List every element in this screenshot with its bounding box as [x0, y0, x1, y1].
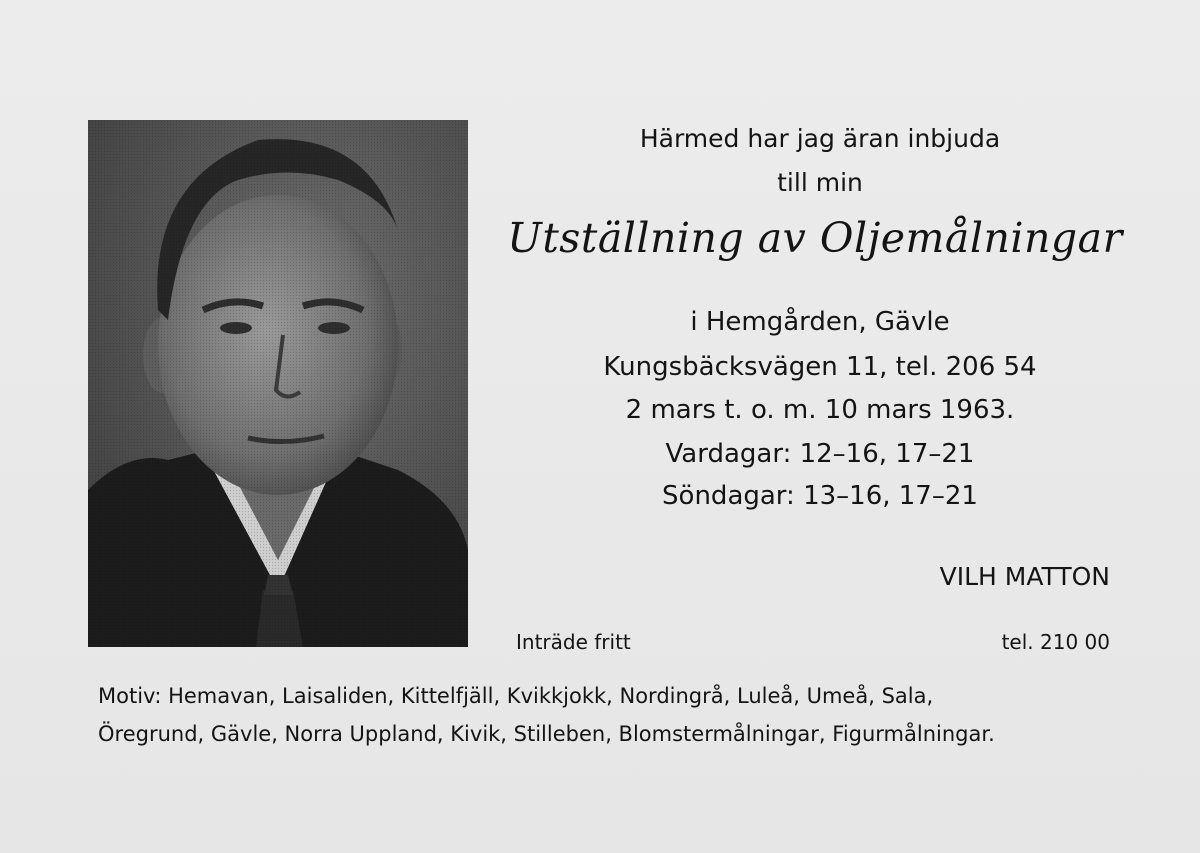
weekday-hours: Vardagar: 12–16, 17–21 — [665, 439, 975, 469]
motifs-line-1: Motiv: Hemavan, Laisaliden, Kittelfjäll, Kvikkjokk, Nordingrå, Luleå, Umeå, Sala, — [98, 684, 934, 708]
entry-note: Inträde fritt — [516, 630, 631, 654]
address-line: Kungsbäcksvägen 11, tel. 206 54 — [603, 352, 1037, 382]
portrait-photo — [88, 120, 468, 647]
motifs-line-2: Öregrund, Gävle, Norra Uppland, Kivik, Stilleben, Blomstermålningar, Figurmålningar. — [98, 722, 995, 746]
venue-line: i Hemgården, Gävle — [690, 307, 950, 337]
sunday-hours: Söndagar: 13–16, 17–21 — [662, 481, 978, 511]
dates-line: 2 mars t. o. m. 10 mars 1963. — [625, 395, 1015, 425]
invitation-line-1: Härmed har jag äran inbjuda — [639, 124, 1001, 153]
exhibition-title: Utställning av Oljemålningar — [507, 214, 1123, 262]
artist-name: VILH MATTON — [939, 562, 1110, 591]
artist-phone: tel. 210 00 — [1001, 630, 1110, 654]
invitation-line-2: till min — [777, 168, 863, 197]
